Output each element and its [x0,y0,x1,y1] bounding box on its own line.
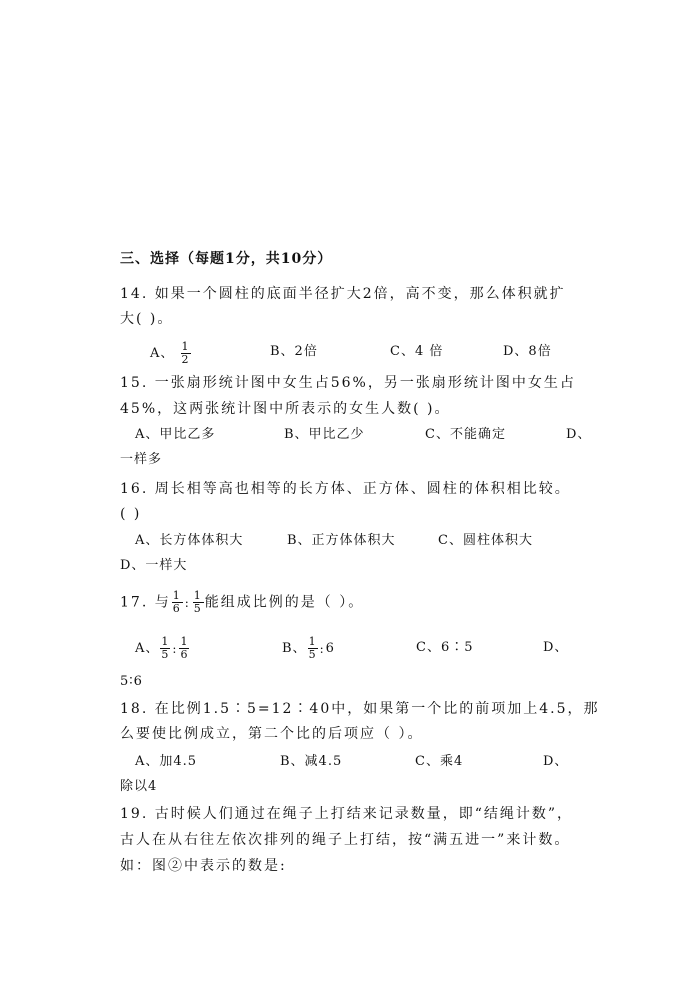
q16-option-a: A、长方体体积大 [135,533,244,548]
q14-stem-line2: 大( )。 [120,311,174,327]
q18-stem-line1: 18. 在比例1.5∶5=12∶40中，如果第一个比的前项加上4.5，那 [120,701,600,717]
q14-stem-line1: 14. 如果一个圆柱的底面半径扩大2倍，高不变，那么体积就扩 [120,286,566,302]
q16-option-c: C、圆柱体积大 [438,533,533,548]
fraction-denominator: 2 [181,353,190,366]
q17-option-b-rest: 6 [325,641,335,656]
fraction-denominator: 5 [308,648,317,661]
q16-option-d: D、一样大 [120,558,188,573]
q15-option-a: A、甲比乙多 [135,427,216,442]
fraction-numerator: 1 [180,635,189,648]
q18-option-c: C、乘4 [415,754,464,769]
fraction-numerator: 1 [161,635,170,648]
fraction-denominator: 5 [161,648,170,661]
q17-suffix: 能组成比例的是（ ）。 [204,594,365,611]
q18-option-d-label: D、 [543,754,569,769]
q16-stem-line1: 16. 周长相等高也相等的长方体、正方体、圆柱的体积相比较。 [120,481,571,497]
ratio-colon: : [319,641,325,656]
q18-option-b: B、减4.5 [280,754,343,769]
q19-stem-line1: 19. 古时候人们通过在绳子上打结来记录数量，即“结绳计数”， [120,806,574,822]
q14-option-b: B、2倍 [270,344,318,359]
fraction-numerator: 1 [308,635,317,648]
fraction-denominator: 6 [172,602,182,615]
q14-option-d: D、8倍 [503,344,552,359]
q18-option-d-text: 除以4 [120,779,158,794]
q17-stem [120,590,364,615]
q15-stem-line2: 45%，这两张统计图中所表示的女生人数( )。 [120,401,451,417]
q18-stem-line2: 么要使比例成立，第二个比的后项应（ ）。 [120,726,424,742]
q15-stem-line1: 15. 一张扇形统计图中女生占56%，另一张扇形统计图中女生占 [120,375,576,391]
section-title: 三、选择（每题1分，共10分） [120,251,333,267]
q17-option-d-text: 5∶6 [120,674,143,689]
q14-option-a [150,341,192,366]
q18-option-a: A、加4.5 [135,754,198,769]
q17-option-a-fraction-2 [179,636,189,661]
q17-option-a-fraction-1 [160,636,170,661]
q17-option-b [282,636,335,661]
q15-option-b: B、甲比乙少 [284,427,365,442]
q17-fraction-2 [193,590,204,615]
q15-option-c: C、不能确定 [425,427,506,442]
q17-prefix: 17. 与 [120,594,171,611]
q15-option-d-label: D、 [566,427,592,442]
q17-option-b-label: B、 [282,641,307,656]
q17-option-d-label: D、 [543,640,569,655]
q17-option-a-label: A、 [135,641,160,656]
q14-option-a-fraction [181,341,191,366]
fraction-numerator: 1 [193,589,203,602]
q16-stem-line2: ( ) [120,506,142,522]
fraction-numerator: 1 [181,340,190,353]
q15-option-d-text: 一样多 [120,452,163,467]
q17-fraction-1 [172,590,183,615]
q19-stem-line3: 如：图②中表示的数是: [120,858,287,874]
ratio-colon: : [184,595,191,610]
q17-option-b-fraction [308,636,318,661]
fraction-numerator: 1 [172,589,182,602]
fraction-denominator: 5 [193,602,203,615]
ratio-colon: : [172,641,178,656]
q19-stem-line2: 古人在从右往左依次排列的绳子上打结，按“满五进一”来计数。 [120,832,571,848]
q17-option-a [135,636,190,661]
q16-option-b: B、正方体体积大 [287,533,396,548]
fraction-denominator: 6 [180,648,189,661]
q14-option-c: C、4 倍 [390,344,444,359]
q17-option-c: C、6∶5 [416,640,474,655]
q14-option-a-label: A、 [150,346,175,361]
